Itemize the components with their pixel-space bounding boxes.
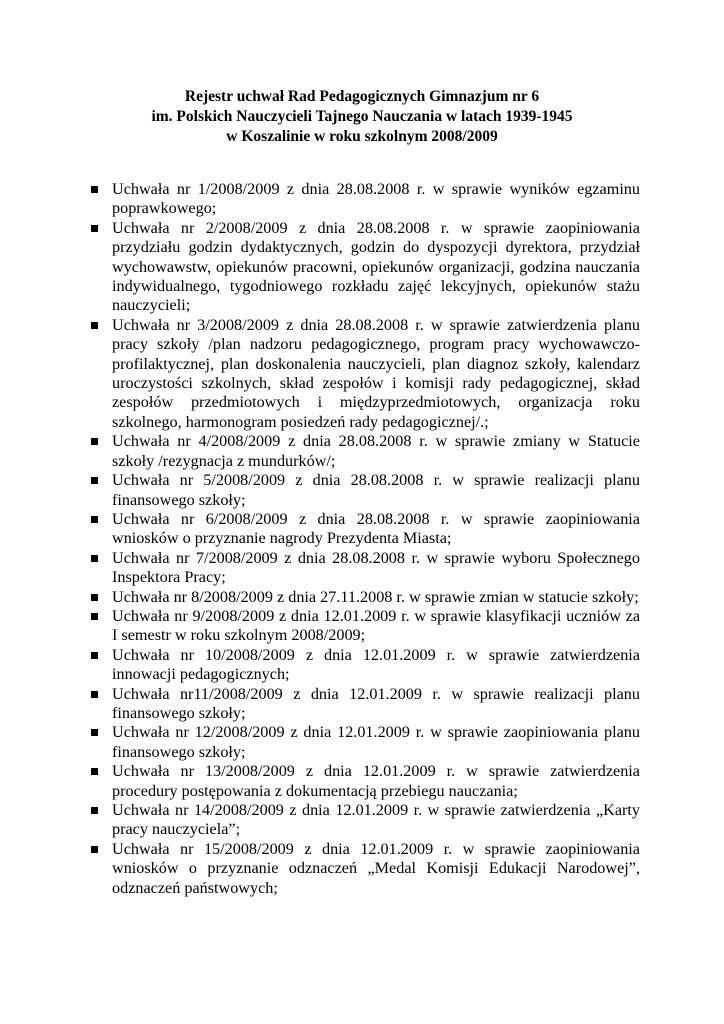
square-bullet-icon (91, 477, 98, 484)
square-bullet-icon (91, 438, 98, 445)
square-bullet-icon (91, 807, 98, 814)
resolution-item (92, 646, 640, 685)
resolution-text: Uchwała nr 15/2008/2009 z dnia 12.01.2009 r. w sprawie zaopiniowania wniosków o przyznanie odznaczeń „Medal Komisji Edukacji Narodowej”, odznaczeń państwowych; (112, 839, 640, 897)
resolution-text: Uchwała nr 7/2008/2009 z dnia 28.08.2008 r. w sprawie wyboru Społecznego Inspektora Pracy; (112, 548, 640, 587)
resolution-item (92, 840, 640, 898)
resolution-item (92, 685, 640, 724)
resolution-item (92, 549, 640, 588)
resolution-text: Uchwała nr11/2008/2009 z dnia 12.01.2009 r. w sprawie realizacji planu finansowego szkoły; (112, 684, 640, 722)
square-bullet-icon (91, 322, 98, 329)
resolution-list (92, 180, 640, 898)
square-bullet-icon (91, 729, 98, 736)
resolution-text: Uchwała nr 3/2008/2009 z dnia 28.08.2008 r. w sprawie zatwierdzenia planu pracy szkoły /plan nadzoru pedagogicznego, program pracy wychowawczo-profilaktycznej, plan doskonalenia nauczycieli, plan diagnoz szkoły, kalendarz uroczystości szkolnych, skład zespołów i komisji rady pedagogicznej, skład zespołów przedmiotowych i międzyprzedmiotowych, organizacja roku szkolnego, harmonogram posiedzeń rady pedagogicznej/.; (112, 315, 640, 431)
document-title (0, 87, 724, 147)
resolution-item (92, 432, 640, 471)
resolution-item (92, 762, 640, 801)
resolution-text: Uchwała nr 10/2008/2009 z dnia 12.01.2009 r. w sprawie zatwierdzenia innowacji pedagogicznych; (112, 645, 640, 684)
resolution-item (92, 801, 640, 840)
resolution-text: Uchwała nr 13/2008/2009 z dnia 12.01.2009 r. w sprawie zatwierdzenia procedury postępowania z dokumentacją przebiegu nauczania; (112, 762, 640, 800)
square-bullet-icon (91, 652, 98, 659)
resolution-text: Uchwała nr 9/2008/2009 z dnia 12.01.2009 r. w sprawie klasyfikacji uczniów za I semestr w roku szkolnym 2008/2009; (112, 606, 640, 645)
square-bullet-icon (91, 691, 98, 698)
resolution-text: Uchwała nr 8/2008/2009 z dnia 27.11.2008 r. w sprawie zmian w statucie szkoły; (112, 587, 639, 606)
square-bullet-icon (91, 613, 98, 620)
square-bullet-icon (91, 186, 98, 193)
resolution-item (92, 219, 640, 316)
square-bullet-icon (91, 594, 98, 601)
resolution-item (92, 510, 640, 549)
title-line: im. Polskich Nauczycieli Tajnego Nauczania w latach 1939-1945 (151, 108, 573, 125)
resolution-text: Uchwała nr 1/2008/2009 z dnia 28.08.2008 r. w sprawie wyników egzaminu poprawkowego; (112, 180, 640, 218)
resolution-item (92, 588, 640, 607)
square-bullet-icon (91, 225, 98, 232)
resolution-text: Uchwała nr 5/2008/2009 z dnia 28.08.2008 r. w sprawie realizacji planu finansowego szkoły; (112, 471, 640, 509)
resolution-item (92, 180, 640, 219)
square-bullet-icon (91, 555, 98, 562)
square-bullet-icon (91, 846, 98, 853)
resolution-item (92, 723, 640, 762)
resolution-text: Uchwała nr 2/2008/2009 z dnia 28.08.2008 r. w sprawie zaopiniowania przydziału godzin dydaktycznych, godzin do dyspozycji dyrektora, przydział wychowawstw, opiekunów pracowni, opiekunów organizacji, godzina nauczania indywidualnego, tygodniowego rozkładu zajęć lekcyjnych, opiekunów stażu nauczycieli; (112, 218, 640, 315)
title-line: Rejestr uchwał Rad Pedagogicznych Gimnazjum nr 6 (184, 88, 540, 105)
resolution-item (92, 316, 640, 432)
resolution-text: Uchwała nr 12/2008/2009 z dnia 12.01.2009 r. w sprawie zaopiniowania planu finansowego szkoły; (112, 723, 640, 761)
resolution-text: Uchwała nr 14/2008/2009 z dnia 12.01.2009 r. w sprawie zatwierdzenia „Karty pracy nauczyciela”; (112, 801, 640, 839)
resolution-item (92, 471, 640, 510)
square-bullet-icon (91, 516, 98, 523)
square-bullet-icon (91, 768, 98, 775)
resolution-text: Uchwała nr 4/2008/2009 z dnia 28.08.2008 r. w sprawie zmiany w Statucie szkoły /rezygnacja z mundurków/; (112, 432, 640, 470)
resolution-item (92, 607, 640, 646)
resolution-text: Uchwała nr 6/2008/2009 z dnia 28.08.2008 r. w sprawie zaopiniowania wniosków o przyznanie nagrody Prezydenta Miasta; (112, 509, 640, 548)
title-line: w Koszalinie w roku szkolnym 2008/2009 (226, 128, 498, 145)
